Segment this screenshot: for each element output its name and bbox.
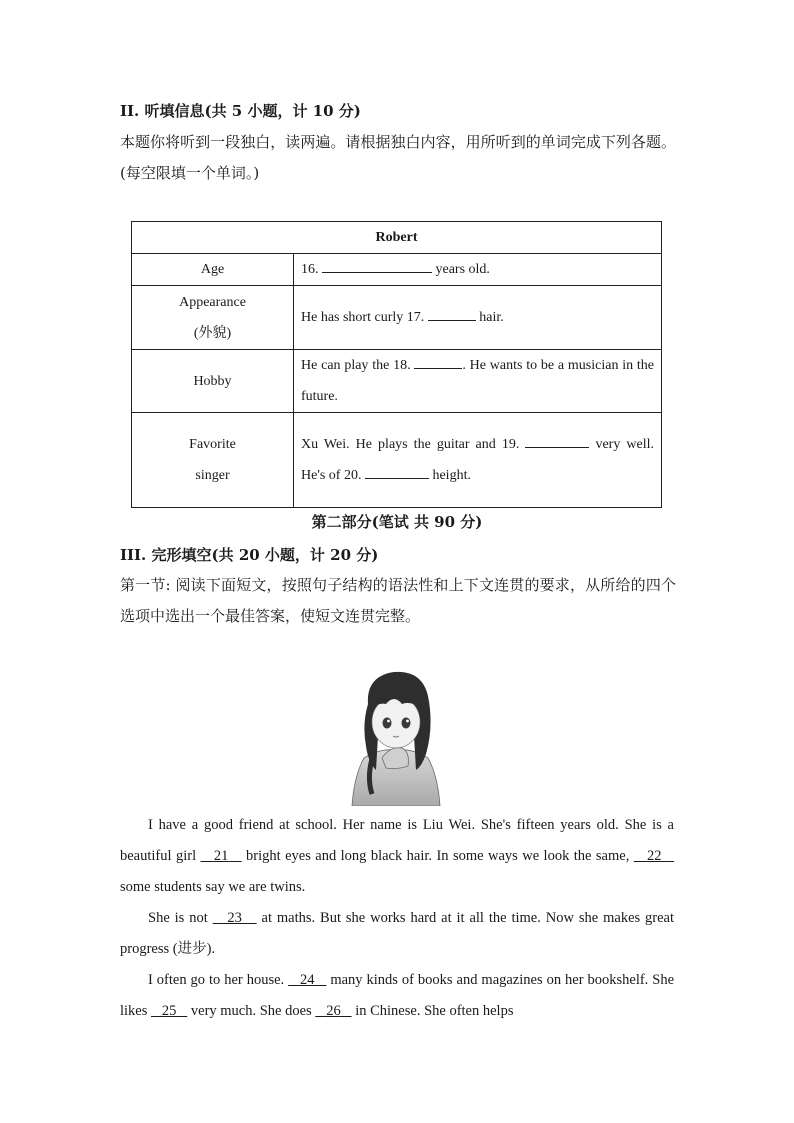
row-value: Xu Wei. He plays the guitar and 19. very well. He's of 20. height.	[294, 413, 662, 508]
passage-paragraph: I have a good friend at school. Her name is Liu Wei. She's fifteen years old. She is a beautiful girl 21 bright eyes and long black hair. In some ways we look the same, 22 some students say we are twins.	[120, 817, 674, 895]
cloze-blank-25[interactable]: 25	[161, 1003, 177, 1019]
answer-blank-16[interactable]	[322, 257, 432, 273]
passage-paragraph: I often go to her house. 24 many kinds of books and magazines on her bookshelf. She likes 25 very much. She does 26 in Chinese. She often helps	[120, 972, 675, 1019]
table-row	[132, 254, 662, 286]
row-value: He can play the 18. . He wants to be a musician in the future.	[294, 350, 662, 413]
section3-title: III. 完形填空(共 20 小题，计 20 分)	[120, 546, 379, 564]
row-label: Appearance (外貌)	[132, 286, 294, 350]
section2-instructions: 本题你将听到一段独白，读两遍。请根据独白内容，用所听到的单词完成下列各题。(每空限填一个单词。)	[120, 133, 676, 182]
row-label: Age	[132, 254, 294, 286]
answer-blank-20[interactable]	[365, 463, 429, 479]
cloze-blank-22[interactable]: 22	[647, 848, 662, 864]
info-table	[131, 221, 662, 508]
row-label: Favorite singer	[132, 413, 294, 508]
cloze-blank-23[interactable]: 23	[227, 910, 242, 926]
table-row	[132, 286, 662, 350]
answer-blank-18[interactable]	[414, 353, 462, 369]
table-row	[132, 413, 662, 508]
cloze-passage	[120, 810, 674, 1027]
row-label: Hobby	[132, 350, 294, 413]
row-value: 16. years old.	[294, 254, 662, 286]
cloze-blank-26[interactable]: 26	[326, 1003, 341, 1019]
cloze-blank-24[interactable]: 24	[300, 972, 315, 988]
row-value: He has short curly 17. hair.	[294, 286, 662, 350]
passage-paragraph: She is not 23 at maths. But she works hard at it all the time. Now she makes great progress (进步).	[120, 910, 675, 957]
answer-blank-19[interactable]	[525, 432, 589, 448]
table-row	[132, 350, 662, 413]
cloze-blank-21[interactable]: 21	[213, 848, 229, 864]
answer-blank-17[interactable]	[428, 305, 476, 321]
girl-illustration	[346, 666, 446, 806]
table-header: Robert	[132, 222, 662, 254]
part2-title: 第二部分(笔试 共 90 分)	[311, 513, 483, 531]
section2-title: II. 听填信息(共 5 小题，计 10 分)	[120, 102, 361, 120]
section3-instructions: 第一节: 阅读下面短文，按照句子结构的语法性和上下文连贯的要求，从所给的四个选项中选出一个最佳答案，使短文连贯完整。	[120, 576, 676, 625]
